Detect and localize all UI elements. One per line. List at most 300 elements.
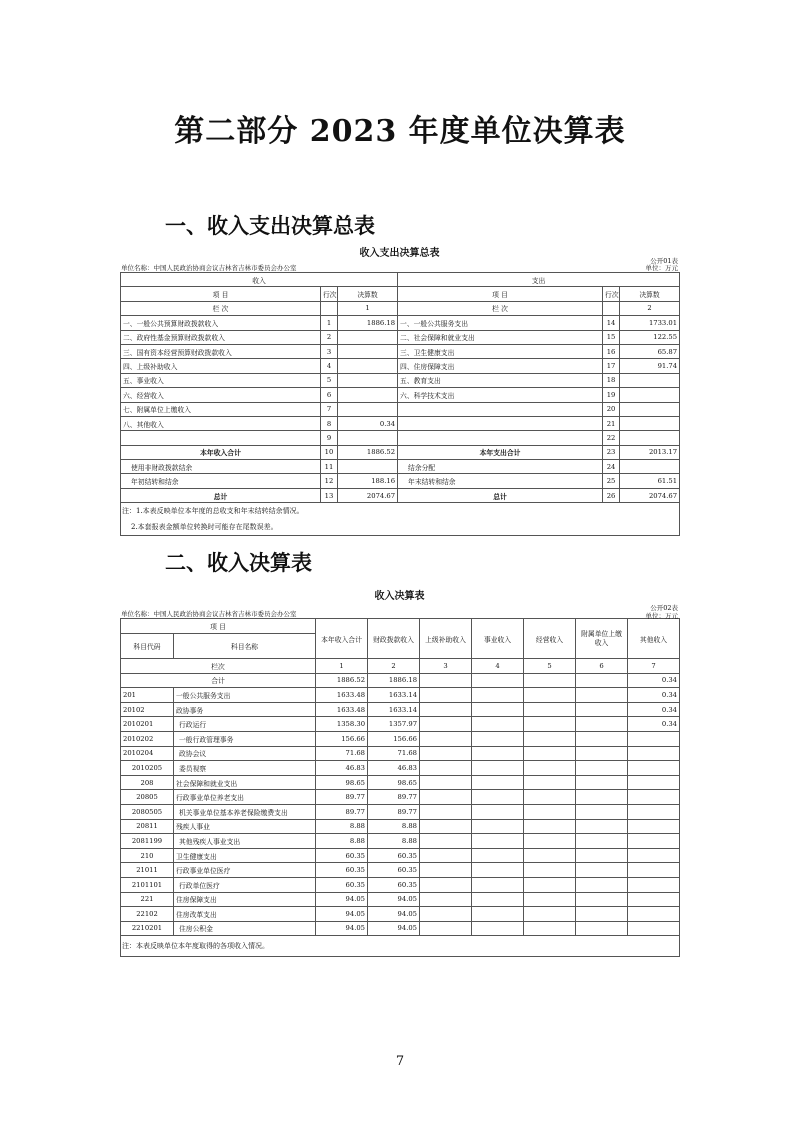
superior-income xyxy=(420,761,472,776)
income-item: 六、经营收入 xyxy=(121,388,321,402)
table2-total-operating xyxy=(524,673,576,688)
income-table xyxy=(120,584,679,957)
table1-row xyxy=(121,402,680,416)
table2-total-affiliated xyxy=(576,673,628,688)
fiscal-income: 60.35 xyxy=(368,877,420,892)
other-income xyxy=(628,819,680,834)
subject-name: 住房保障支出 xyxy=(174,892,316,907)
expense-lanci: 栏 次 xyxy=(398,301,603,315)
subject-code: 20805 xyxy=(121,790,174,805)
affiliated-income xyxy=(576,702,628,717)
subject-name: 委员视察 xyxy=(174,761,316,776)
expense-line: 18 xyxy=(603,373,620,387)
expense-item: 总计 xyxy=(398,488,603,502)
subject-code: 21011 xyxy=(121,863,174,878)
operating-income xyxy=(524,863,576,878)
table2-col-no-6: 6 xyxy=(576,659,628,674)
affiliated-income xyxy=(576,863,628,878)
table2-row xyxy=(121,863,680,878)
expense-value: 91.74 xyxy=(620,359,680,373)
table2-col-code: 科目代码 xyxy=(121,634,174,659)
table2-lanci: 栏次 xyxy=(121,659,316,674)
affiliated-income xyxy=(576,921,628,936)
other-income: 0.34 xyxy=(628,717,680,732)
expense-col-amount: 决算数 xyxy=(620,287,680,301)
expense-item: 结余分配 xyxy=(398,460,603,474)
table1-note-1 xyxy=(121,503,680,536)
business-income xyxy=(472,731,524,746)
fiscal-income: 60.35 xyxy=(368,863,420,878)
business-income xyxy=(472,688,524,703)
superior-income xyxy=(420,834,472,849)
subject-code: 2010202 xyxy=(121,731,174,746)
table2-col-operating: 经营收入 xyxy=(524,619,576,659)
affiliated-income xyxy=(576,731,628,746)
expense-item xyxy=(398,416,603,430)
income-total: 156.66 xyxy=(316,731,368,746)
subject-code: 22102 xyxy=(121,907,174,922)
fiscal-income: 156.66 xyxy=(368,731,420,746)
table2-col-name: 科目名称 xyxy=(174,634,316,659)
table2-info xyxy=(120,604,679,618)
expense-value: 61.51 xyxy=(620,474,680,488)
table1-row xyxy=(121,474,680,488)
business-income xyxy=(472,848,524,863)
business-income xyxy=(472,702,524,717)
other-income xyxy=(628,892,680,907)
other-income xyxy=(628,848,680,863)
income-value xyxy=(338,388,398,402)
income-line: 12 xyxy=(321,474,338,488)
other-income xyxy=(628,877,680,892)
income-value: 1886.52 xyxy=(338,445,398,459)
expense-item: 本年支出合计 xyxy=(398,445,603,459)
income-line: 2 xyxy=(321,330,338,344)
table1-row xyxy=(121,316,680,330)
operating-income xyxy=(524,790,576,805)
table2-col-no-4: 4 xyxy=(472,659,524,674)
expense-value: 2074.67 xyxy=(620,488,680,502)
subject-name: 住房公积金 xyxy=(174,921,316,936)
table2-row xyxy=(121,804,680,819)
other-income xyxy=(628,790,680,805)
affiliated-income xyxy=(576,761,628,776)
operating-income xyxy=(524,892,576,907)
income-line: 1 xyxy=(321,316,338,330)
superior-income xyxy=(420,921,472,936)
fiscal-income: 8.88 xyxy=(368,834,420,849)
subject-code: 2080505 xyxy=(121,804,174,819)
affiliated-income xyxy=(576,746,628,761)
table2-total-label: 合计 xyxy=(121,673,316,688)
income-value: 188.16 xyxy=(338,474,398,488)
subject-name: 机关事业单位基本养老保险缴费支出 xyxy=(174,804,316,819)
expense-line: 26 xyxy=(603,488,620,502)
subject-name: 一般行政管理事务 xyxy=(174,731,316,746)
income-item: 总计 xyxy=(121,488,321,502)
table2-col-no-3: 3 xyxy=(420,659,472,674)
operating-income xyxy=(524,907,576,922)
expense-item: 五、教育支出 xyxy=(398,373,603,387)
table1-row xyxy=(121,388,680,402)
superior-income xyxy=(420,907,472,922)
superior-income xyxy=(420,804,472,819)
subject-code: 20811 xyxy=(121,819,174,834)
expense-line: 17 xyxy=(603,359,620,373)
fiscal-income: 94.05 xyxy=(368,921,420,936)
subject-code: 2081199 xyxy=(121,834,174,849)
table1-form-unit xyxy=(646,258,679,272)
expense-value xyxy=(620,373,680,387)
expense-item: 二、社会保障和就业支出 xyxy=(398,330,603,344)
expense-line: 15 xyxy=(603,330,620,344)
fiscal-income: 1357.97 xyxy=(368,717,420,732)
superior-income xyxy=(420,790,472,805)
table2-col-total: 本年收入合计 xyxy=(316,619,368,659)
other-income xyxy=(628,761,680,776)
expense-item: 三、卫生健康支出 xyxy=(398,344,603,358)
table1-form-no: 公开01表 xyxy=(650,257,678,265)
subject-name: 政协事务 xyxy=(174,702,316,717)
expense-col-item: 项 目 xyxy=(398,287,603,301)
table2-row xyxy=(121,790,680,805)
table2-col-other: 其他收入 xyxy=(628,619,680,659)
table2-row xyxy=(121,761,680,776)
income-item: 八、其他收入 xyxy=(121,416,321,430)
affiliated-income xyxy=(576,892,628,907)
fiscal-income: 1633.14 xyxy=(368,688,420,703)
expense-item xyxy=(398,431,603,445)
fiscal-income: 94.05 xyxy=(368,907,420,922)
income-item xyxy=(121,431,321,445)
income-total: 8.88 xyxy=(316,834,368,849)
subject-name: 社会保障和就业支出 xyxy=(174,775,316,790)
business-income xyxy=(472,746,524,761)
expense-value: 2013.17 xyxy=(620,445,680,459)
subject-code: 221 xyxy=(121,892,174,907)
other-income xyxy=(628,863,680,878)
subject-name: 行政单位医疗 xyxy=(174,877,316,892)
income-line: 11 xyxy=(321,460,338,474)
income-value: 2074.67 xyxy=(338,488,398,502)
table2-col-no-7: 7 xyxy=(628,659,680,674)
affiliated-income xyxy=(576,848,628,863)
affiliated-income xyxy=(576,804,628,819)
expense-lanci-no: 2 xyxy=(620,301,680,315)
business-income xyxy=(472,804,524,819)
income-item: 三、国有资本经营预算财政拨款收入 xyxy=(121,344,321,358)
income-line: 6 xyxy=(321,388,338,402)
table1-row xyxy=(121,431,680,445)
table2-row xyxy=(121,746,680,761)
business-income xyxy=(472,775,524,790)
operating-income xyxy=(524,877,576,892)
superior-income xyxy=(420,892,472,907)
table2-form-unit xyxy=(646,604,679,620)
subject-code: 2210201 xyxy=(121,921,174,936)
operating-income xyxy=(524,761,576,776)
income-value xyxy=(338,460,398,474)
income-item: 四、上级补助收入 xyxy=(121,359,321,373)
affiliated-income xyxy=(576,775,628,790)
subject-code: 201 xyxy=(121,688,174,703)
income-total: 8.88 xyxy=(316,819,368,834)
table2-col-affiliated: 附属单位上缴收入 xyxy=(576,619,628,659)
table1-row xyxy=(121,445,680,459)
table2-total-other: 0.34 xyxy=(628,673,680,688)
table2-col-no-2: 2 xyxy=(368,659,420,674)
expense-line: 20 xyxy=(603,402,620,416)
income-col-item: 项 目 xyxy=(121,287,321,301)
table2-row xyxy=(121,688,680,703)
table1-unit: 单位：万元 xyxy=(645,264,678,272)
table2-row xyxy=(121,775,680,790)
table1-row xyxy=(121,344,680,358)
income-line: 7 xyxy=(321,402,338,416)
income-item: 使用非财政拨款结余 xyxy=(121,460,321,474)
table2-col-superior: 上级补助收入 xyxy=(420,619,472,659)
income-item: 本年收入合计 xyxy=(121,445,321,459)
business-income xyxy=(472,863,524,878)
income-total: 89.77 xyxy=(316,804,368,819)
table2-form-no: 公开02表 xyxy=(650,604,678,612)
table2-unit: 单位：万元 xyxy=(645,612,678,620)
operating-income xyxy=(524,775,576,790)
table2-unit-name: 单位名称：中国人民政治协商会议吉林省吉林市委员会办公室 xyxy=(121,610,297,618)
table2-total-fiscal: 1886.18 xyxy=(368,673,420,688)
other-income xyxy=(628,746,680,761)
subject-code: 20102 xyxy=(121,702,174,717)
table2-col-no-1: 1 xyxy=(316,659,368,674)
income-value xyxy=(338,402,398,416)
income-total: 46.83 xyxy=(316,761,368,776)
subject-code: 2010201 xyxy=(121,717,174,732)
operating-income xyxy=(524,731,576,746)
income-lanci: 栏 次 xyxy=(121,301,321,315)
operating-income xyxy=(524,819,576,834)
income-total: 94.05 xyxy=(316,921,368,936)
other-income xyxy=(628,804,680,819)
superior-income xyxy=(420,863,472,878)
business-income xyxy=(472,717,524,732)
income-line: 5 xyxy=(321,373,338,387)
superior-income xyxy=(420,775,472,790)
income-lanci-line xyxy=(321,301,338,315)
subject-name: 住房改革支出 xyxy=(174,907,316,922)
table2-row xyxy=(121,848,680,863)
operating-income xyxy=(524,848,576,863)
fiscal-income: 46.83 xyxy=(368,761,420,776)
page-number: 7 xyxy=(395,1054,405,1069)
table1-note-2: 2.本套报表金额单位转换时可能存在尾数误差。 xyxy=(131,523,278,532)
table2-col-project: 项 目 xyxy=(121,619,316,634)
income-total: 1358.30 xyxy=(316,717,368,732)
expense-item: 六、科学技术支出 xyxy=(398,388,603,402)
table1-grid xyxy=(120,272,680,536)
table1-row xyxy=(121,359,680,373)
income-item: 年初结转和结余 xyxy=(121,474,321,488)
subject-code: 210 xyxy=(121,848,174,863)
subject-code: 2010205 xyxy=(121,761,174,776)
table2-grid xyxy=(120,618,680,957)
table2-total-business xyxy=(472,673,524,688)
superior-income xyxy=(420,717,472,732)
page-title: 第二部分 2023 年度单位决算表 xyxy=(174,114,626,149)
table2-total-superior xyxy=(420,673,472,688)
income-value xyxy=(338,330,398,344)
superior-income xyxy=(420,702,472,717)
table2-row xyxy=(121,819,680,834)
expense-col-line: 行次 xyxy=(603,287,620,301)
table1-row xyxy=(121,373,680,387)
operating-income xyxy=(524,921,576,936)
subject-name: 其他残疾人事业支出 xyxy=(174,834,316,849)
income-total: 1633.48 xyxy=(316,702,368,717)
affiliated-income xyxy=(576,907,628,922)
table2-row xyxy=(121,731,680,746)
business-income xyxy=(472,892,524,907)
table2-row xyxy=(121,834,680,849)
expense-value xyxy=(620,431,680,445)
expense-value: 122.55 xyxy=(620,330,680,344)
expense-value xyxy=(620,388,680,402)
income-line: 9 xyxy=(321,431,338,445)
expense-line: 19 xyxy=(603,388,620,402)
superior-income xyxy=(420,731,472,746)
income-item: 二、政府性基金预算财政拨款收入 xyxy=(121,330,321,344)
other-income xyxy=(628,731,680,746)
income-item: 七、附属单位上缴收入 xyxy=(121,402,321,416)
income-value xyxy=(338,373,398,387)
affiliated-income xyxy=(576,717,628,732)
income-total: 60.35 xyxy=(316,863,368,878)
expense-line: 24 xyxy=(603,460,620,474)
fiscal-income: 89.77 xyxy=(368,790,420,805)
affiliated-income xyxy=(576,834,628,849)
table2-total-income: 1886.52 xyxy=(316,673,368,688)
table2-note: 注：本表反映单位本年度取得的各项收入情况。 xyxy=(121,936,680,957)
table2-col-business: 事业收入 xyxy=(472,619,524,659)
fiscal-income: 71.68 xyxy=(368,746,420,761)
income-total: 94.05 xyxy=(316,892,368,907)
income-value: 0.34 xyxy=(338,416,398,430)
income-expense-summary-table xyxy=(120,241,679,536)
expense-item: 年末结转和结余 xyxy=(398,474,603,488)
fiscal-income: 1633.14 xyxy=(368,702,420,717)
expense-line: 25 xyxy=(603,474,620,488)
subject-name: 行政事业单位医疗 xyxy=(174,863,316,878)
income-item: 五、事业收入 xyxy=(121,373,321,387)
business-income xyxy=(472,907,524,922)
income-total: 1633.48 xyxy=(316,688,368,703)
affiliated-income xyxy=(576,819,628,834)
other-income xyxy=(628,921,680,936)
subject-name: 残疾人事业 xyxy=(174,819,316,834)
other-income xyxy=(628,775,680,790)
expense-value: 65.87 xyxy=(620,344,680,358)
income-header: 收入 xyxy=(121,273,398,287)
fiscal-income: 94.05 xyxy=(368,892,420,907)
subject-code: 2010204 xyxy=(121,746,174,761)
business-income xyxy=(472,790,524,805)
income-lanci-no: 1 xyxy=(338,301,398,315)
business-income xyxy=(472,834,524,849)
subject-code: 2101101 xyxy=(121,877,174,892)
table2-row xyxy=(121,921,680,936)
superior-income xyxy=(420,819,472,834)
superior-income xyxy=(420,746,472,761)
affiliated-income xyxy=(576,877,628,892)
subject-name: 卫生健康支出 xyxy=(174,848,316,863)
expense-line: 21 xyxy=(603,416,620,430)
income-total: 60.35 xyxy=(316,848,368,863)
income-value: 1886.18 xyxy=(338,316,398,330)
expense-value xyxy=(620,402,680,416)
business-income xyxy=(472,819,524,834)
expense-header: 支出 xyxy=(398,273,680,287)
income-line: 3 xyxy=(321,344,338,358)
expense-value xyxy=(620,460,680,474)
expense-line: 23 xyxy=(603,445,620,459)
table1-row xyxy=(121,416,680,430)
table1-row xyxy=(121,488,680,502)
table2-col-no-5: 5 xyxy=(524,659,576,674)
superior-income xyxy=(420,877,472,892)
operating-income xyxy=(524,746,576,761)
expense-value xyxy=(620,416,680,430)
superior-income xyxy=(420,688,472,703)
table1-row xyxy=(121,460,680,474)
income-line: 10 xyxy=(321,445,338,459)
table2-row xyxy=(121,907,680,922)
table1-note-1-text: 注：1.本表反映单位本年度的总收支和年末结转结余情况。 xyxy=(122,507,304,516)
expense-line: 22 xyxy=(603,431,620,445)
business-income xyxy=(472,921,524,936)
income-value xyxy=(338,344,398,358)
table2-row xyxy=(121,877,680,892)
subject-code: 208 xyxy=(121,775,174,790)
table2-col-fiscal: 财政拨款收入 xyxy=(368,619,420,659)
income-total: 98.65 xyxy=(316,775,368,790)
section-title-income-expense: 一、收入支出决算总表 xyxy=(165,214,375,238)
business-income xyxy=(472,877,524,892)
expense-item: 四、住房保障支出 xyxy=(398,359,603,373)
table2-caption: 收入决算表 xyxy=(374,591,425,602)
operating-income xyxy=(524,804,576,819)
affiliated-income xyxy=(576,688,628,703)
expense-line: 14 xyxy=(603,316,620,330)
table2-row xyxy=(121,717,680,732)
table1-row xyxy=(121,330,680,344)
income-value xyxy=(338,359,398,373)
table2-row xyxy=(121,702,680,717)
income-total: 89.77 xyxy=(316,790,368,805)
income-col-line: 行次 xyxy=(321,287,338,301)
fiscal-income: 60.35 xyxy=(368,848,420,863)
income-line: 8 xyxy=(321,416,338,430)
income-item: 一、一般公共预算财政拨款收入 xyxy=(121,316,321,330)
income-value xyxy=(338,431,398,445)
income-total: 71.68 xyxy=(316,746,368,761)
table1-unit-name: 单位名称：中国人民政治协商会议吉林省吉林市委员会办公室 xyxy=(121,264,297,272)
subject-name: 行政运行 xyxy=(174,717,316,732)
subject-name: 政协会议 xyxy=(174,746,316,761)
subject-name: 一般公共服务支出 xyxy=(174,688,316,703)
expense-line: 16 xyxy=(603,344,620,358)
operating-income xyxy=(524,717,576,732)
section-title-income: 二、收入决算表 xyxy=(165,551,312,575)
fiscal-income: 8.88 xyxy=(368,819,420,834)
